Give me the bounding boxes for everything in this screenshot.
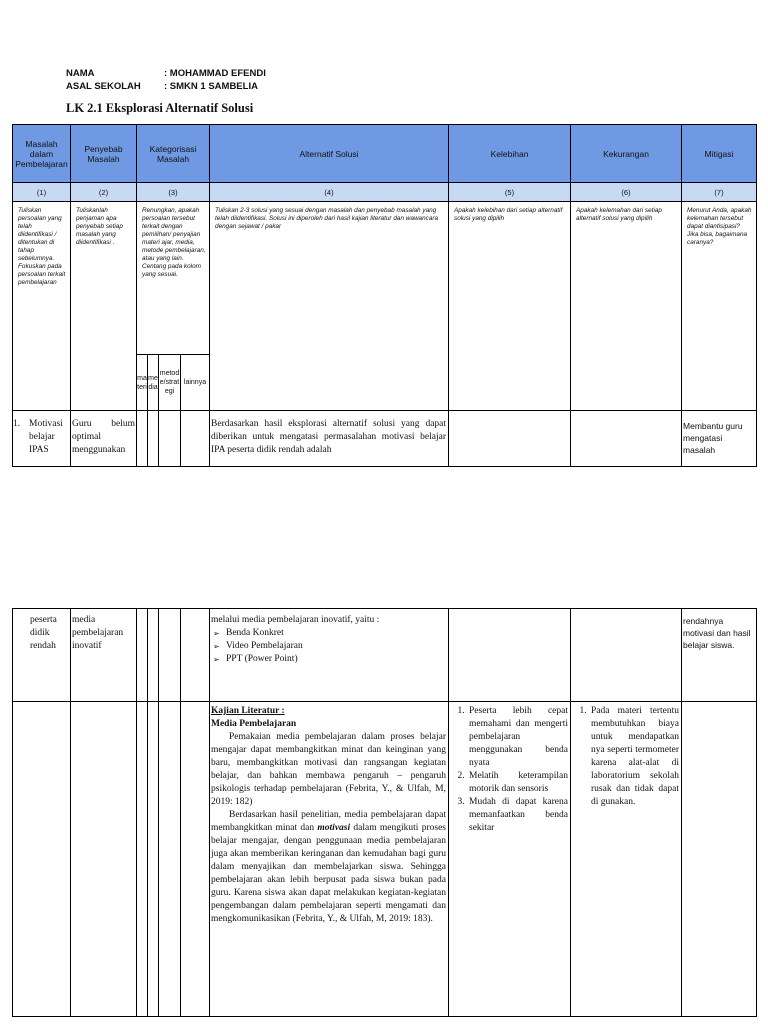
row1-check-metode[interactable] xyxy=(159,411,181,467)
col-header-mitigasi: Mitigasi xyxy=(682,125,757,183)
instruction-kategori: Renungkan, apakah persoalan tersebut terkait dengan pemilihan/ penyajian materi ajar, media, metode pembelajaran, atau yang lain. Centang pada kolom yang sesuai. xyxy=(137,202,210,355)
subcategory-metode: metode/strategi xyxy=(159,355,181,411)
row1-penyebab: Guru belum optimal menggunakan xyxy=(71,411,137,467)
row1-cont-mitigasi: rendahnya motivasi dan hasil belajar siswa. xyxy=(682,609,757,702)
row1-check-lainnya[interactable] xyxy=(181,411,210,467)
kekurangan-item-1: 1. Pada materi tertentu membutuhkan biaya untuk mendapatkan nya seperti termometer karena alat-alat di laboratorium sekolah rusak dan tidak dapat di gunakan. xyxy=(589,705,679,809)
row2-check-media[interactable] xyxy=(148,702,159,1017)
alternatif-item-ppt: ➢ PPT (Power Point) xyxy=(213,653,446,666)
row1-cont-masalah: peserta didik rendah xyxy=(13,609,71,702)
media-pembelajaran-heading: Media Pembelajaran xyxy=(211,719,297,729)
kajian-paragraph-2-emphasis: motivasi xyxy=(317,823,351,833)
row1-cont-check-metode[interactable] xyxy=(159,609,181,702)
alternatif-list xyxy=(211,627,446,666)
worksheet-table-part1 xyxy=(12,124,757,467)
sekolah-value: : SMKN 1 SAMBELIA xyxy=(164,81,258,92)
alternatif-intro: melalui media pembelajaran inovatif, yaitu : xyxy=(211,615,380,625)
kekurangan-list xyxy=(573,705,679,809)
subcategory-lainnya: lainnya xyxy=(181,355,210,411)
instruction-mitigasi: Menurut Anda, apakah kelemahan tersebut dapat diantisipasi? Jika bisa, bagaimana caranya? xyxy=(682,202,757,411)
col-header-kekurangan: Kekurangan xyxy=(571,125,682,183)
col-number-4: (4) xyxy=(210,183,449,202)
row2-penyebab xyxy=(71,702,137,1017)
row2-alternatif xyxy=(210,702,449,1017)
worksheet-table-part2 xyxy=(12,608,757,1017)
row1-check-materi[interactable] xyxy=(137,411,148,467)
row1-cont-check-lainnya[interactable] xyxy=(181,609,210,702)
row1-cont-check-materi[interactable] xyxy=(137,609,148,702)
row1-cont-check-media[interactable] xyxy=(148,609,159,702)
row2-check-materi[interactable] xyxy=(137,702,148,1017)
sekolah-label: ASAL SEKOLAH xyxy=(66,81,141,92)
kajian-paragraph-2 xyxy=(211,809,446,926)
row2-kelebihan xyxy=(449,702,571,1017)
row2-kekurangan xyxy=(571,702,682,1017)
instruction-kekurangan: Apakah kelemahan dari setiap alternatif solusi yang dipilih xyxy=(571,202,682,411)
row1-kekurangan xyxy=(571,411,682,467)
nama-label: NAMA xyxy=(66,68,95,79)
col-header-masalah: Masalah dalam Pembelajaran xyxy=(13,125,71,183)
col-number-3: (3) xyxy=(137,183,210,202)
row1-kelebihan xyxy=(449,411,571,467)
kajian-literatur-heading: Kajian Literatur : xyxy=(211,706,285,716)
col-header-kategori: Kategorisasi Masalah xyxy=(137,125,210,183)
instruction-alternatif: Tuliskan 2-3 solusi yang sesuai dengan masalah dan penyebab masalah yang telah diidentifikasi. Solusi ini diperoleh dari hasil kajian literatur dan wawancara dengan sejawat / pakar xyxy=(210,202,449,411)
row2-mitigasi xyxy=(682,702,757,1017)
row1-cont-kekurangan xyxy=(571,609,682,702)
kajian-paragraph-2-after: dalam mengikuti proses belajar mengajar, dengan penggunaan media pembelajaran juga akan memberikan keringanan dan kemudahan bagi guru dalam menyajikan dan membelajarkan siswa. Sehingga pembelajaran akan lebih berpusat pada siswa bukan pada guru. Karena siswa akan dapat melakukan kegiatan-kegiatan pengembangan dalam pembelajaran seperti mengamati dan mengkomunikasikan (Febrita, Y., & Ulfah, M, 2019: 183). xyxy=(211,823,446,924)
row1-cont-kelebihan xyxy=(449,609,571,702)
row1-cont-alternatif xyxy=(210,609,449,702)
row2-check-lainnya[interactable] xyxy=(181,702,210,1017)
row1-mitigasi: Membantu guru mengatasi masalah xyxy=(682,411,757,467)
kajian-paragraph-2-before: Berdasarkan hasil penelitian, media pembelajaran dapat membangkitkan minat dan xyxy=(211,810,446,833)
col-number-7: (7) xyxy=(682,183,757,202)
kelebihan-item-2: 2. Melatih keterampilan motorik dan sensoris xyxy=(467,770,568,796)
col-header-kelebihan: Kelebihan xyxy=(449,125,571,183)
col-number-2: (2) xyxy=(71,183,137,202)
kelebihan-item-3: 3. Mudah di dapat karena memanfaatkan benda sekitar xyxy=(467,796,568,835)
col-number-6: (6) xyxy=(571,183,682,202)
kelebihan-list xyxy=(451,705,568,835)
row1-check-media[interactable] xyxy=(148,411,159,467)
instruction-penyebab: Tuliskanlah penjaman apa penyebab setiap masalah yang diidentifikasi . xyxy=(71,202,137,411)
row1-masalah-text: Motivasi belajar IPAS xyxy=(29,419,63,455)
alternatif-item-benda: ➢ Benda Konkret xyxy=(213,627,446,640)
kelebihan-item-1: 1. Peserta lebih cepat memahami dan mengerti pembelajaran menggunakan benda nyata xyxy=(467,705,568,770)
col-header-penyebab: Penyebab Masalah xyxy=(71,125,137,183)
col-header-alternatif: Alternatif Solusi xyxy=(210,125,449,183)
nama-value: : MOHAMMAD EFENDI xyxy=(164,68,266,79)
row1-cont-penyebab: media pembelajaran inovatif xyxy=(71,609,137,702)
instruction-masalah: Tuliskan persoalan yang telah diidentifikasi / ditentukan di tahap sebelumnya. Fokuskan pada persoalan terkait pembelajaran xyxy=(13,202,71,411)
alternatif-item-video: ➢ Video Pembelajaran xyxy=(213,640,446,653)
row2-check-metode[interactable] xyxy=(159,702,181,1017)
subcategory-media: media xyxy=(148,355,159,411)
instruction-kelebihan: Apakah kelebihan dari setiap alternatif solusi yang dipilih xyxy=(449,202,571,411)
kajian-paragraph-1: Pemakaian media pembelajaran dalam proses belajar mengajar dapat membangkitkan minat dan keinginan yang baru, membangkitkan motivasi dan rangsangan kegiatan belajar, dan bahkan membawa pengaruh – pengaruh psikologis terhadap pembelajaran (Febrita, Y., & Ulfah, M, 2019: 182) xyxy=(211,732,446,807)
col-number-1: (1) xyxy=(13,183,71,202)
row1-masalah xyxy=(13,411,71,467)
row1-alternatif: Berdasarkan hasil eksplorasi alternatif solusi yang dapat diberikan untuk mengatasi permasalahan motivasi belajar IPA peserta didik rendah adalah xyxy=(210,411,449,467)
page-title: LK 2.1 Eksplorasi Alternatif Solusi xyxy=(66,101,254,115)
subcategory-materi: materi xyxy=(137,355,148,411)
col-number-5: (5) xyxy=(449,183,571,202)
row1-number: 1. xyxy=(13,419,21,429)
row2-masalah xyxy=(13,702,71,1017)
